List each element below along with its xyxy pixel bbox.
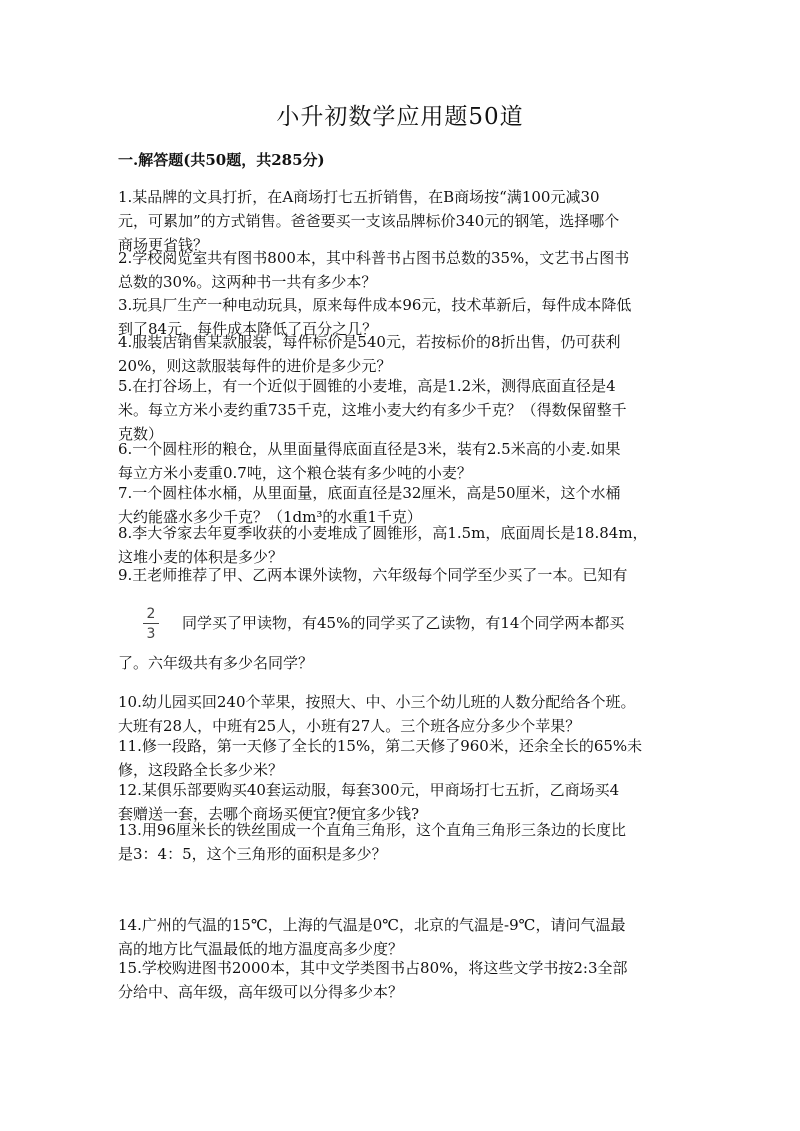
question-line: 3.玩具厂生产一种电动玩具，原来每件成本96元，技术革新后，每件成本降低 xyxy=(118,296,632,314)
question-line: 15.学校购进图书2000本，其中文学类图书占80%，将这些文学书按2:3全部 xyxy=(118,959,628,977)
question-line: 修，这段路全长多少米？ xyxy=(118,761,284,779)
question-line: 到了84元，每件成本降低了百分之几？ xyxy=(118,320,378,338)
fraction xyxy=(143,606,159,642)
question-line: 同学买了甲读物，有45%的同学买了乙读物，有14个同学两本都买 xyxy=(182,614,625,632)
section-heading: 一.解答题(共50题，共285分) xyxy=(118,151,325,169)
fraction-numerator: 2 xyxy=(146,606,156,622)
question-line: 9.王老师推荐了甲、乙两本课外读物，六年级每个同学至少买了一本。已知有 xyxy=(118,566,628,584)
question-15 xyxy=(118,956,688,1004)
question-line: 总数的30%。这两种书一共有多少本？ xyxy=(118,273,377,291)
question-line: 5.在打谷场上，有一个近似于圆锥的小麦堆，高是1.2米，测得底面直径是4 xyxy=(118,377,616,395)
question-line: 8.李大爷家去年夏季收获的小麦堆成了圆锥形，高1.5m，底面周长是18.84m， xyxy=(118,524,648,542)
question-2 xyxy=(118,246,688,294)
question-line: 米。每立方米小麦约重735千克，这堆小麦大约有多少千克？（得数保留整千 xyxy=(118,401,627,419)
question-line: 大班有28人，中班有25人，小班有27人。三个班各应分多少个苹果？ xyxy=(118,717,581,735)
question-line: 4.服装店销售某款服装，每件标价是540元，若按标价的8折出售，仍可获利 xyxy=(118,333,621,351)
question-line: 10.幼儿园买回240个苹果，按照大、中、小三个幼儿班的人数分配给各个班。 xyxy=(118,693,636,711)
fraction-bar xyxy=(143,623,159,624)
question-line: 7.一个圆柱体水桶，从里面量，底面直径是32厘米，高是50厘米，这个水桶 xyxy=(118,484,621,502)
question-line: 这堆小麦的体积是多少？ xyxy=(118,548,284,566)
question-8 xyxy=(118,521,688,569)
question-5 xyxy=(118,374,688,446)
question-13 xyxy=(118,818,688,866)
question-line: 13.用96厘米长的铁丝围成一个直角三角形，这个直角三角形三条边的长度比 xyxy=(118,821,626,839)
question-14 xyxy=(118,913,688,961)
question-line: 20%，则这款服装每件的进价是多少元？ xyxy=(118,357,392,375)
question-line: 12.某俱乐部要购买40套运动服，每套300元，甲商场打七五折，乙商场买4 xyxy=(118,781,620,799)
question-line: 了。六年级共有多少名同学？ xyxy=(118,654,314,672)
question-line: 2.学校阅览室共有图书800本，其中科普书占图书总数的35%，文艺书占图书 xyxy=(118,249,630,267)
question-line: 每立方米小麦重0.7吨，这个粮仓装有多少吨的小麦？ xyxy=(118,464,472,482)
question-line: 商场更省钱？ xyxy=(118,236,209,254)
question-6 xyxy=(118,437,688,485)
page-title: 小升初数学应用题50道 xyxy=(276,104,524,130)
question-10 xyxy=(118,690,688,738)
question-line: 1.某品牌的文具打折，在A商场打七五折销售，在B商场按“满100元减30 xyxy=(118,188,600,206)
question-4 xyxy=(118,330,688,378)
question-line: 元，可累加”的方式销售。爸爸要买一支该品牌标价340元的钢笔，选择哪个 xyxy=(118,212,620,230)
question-line: 克数） xyxy=(118,425,164,443)
fraction-denominator: 3 xyxy=(146,626,156,642)
question-9 xyxy=(118,563,688,587)
question-line: 14.广州的气温的15℃，上海的气温是0℃，北京的气温是-9℃，请问气温最 xyxy=(118,916,626,934)
question-11 xyxy=(118,734,688,782)
question-line: 6.一个圆柱形的粮仓，从里面量得底面直径是3米，装有2.5米高的小麦.如果 xyxy=(118,440,621,458)
question-line: 大约能盛水多少千克？（1dm³的水重1千克） xyxy=(118,508,422,526)
question-line: 11.修一段路，第一天修了全长的15%，第二天修了960米，还余全长的65%未 xyxy=(118,737,643,755)
question-9-tail xyxy=(118,651,688,675)
question-line: 分给中、高年级，高年级可以分得多少本？ xyxy=(118,983,404,1001)
question-line: 是3：4：5，这个三角形的面积是多少？ xyxy=(118,845,387,863)
question-line: 高的地方比气温最低的地方温度高多少度？ xyxy=(118,940,404,958)
question-line: 套赠送一套，去哪个商场买便宜?便宜多少钱? xyxy=(118,805,420,823)
